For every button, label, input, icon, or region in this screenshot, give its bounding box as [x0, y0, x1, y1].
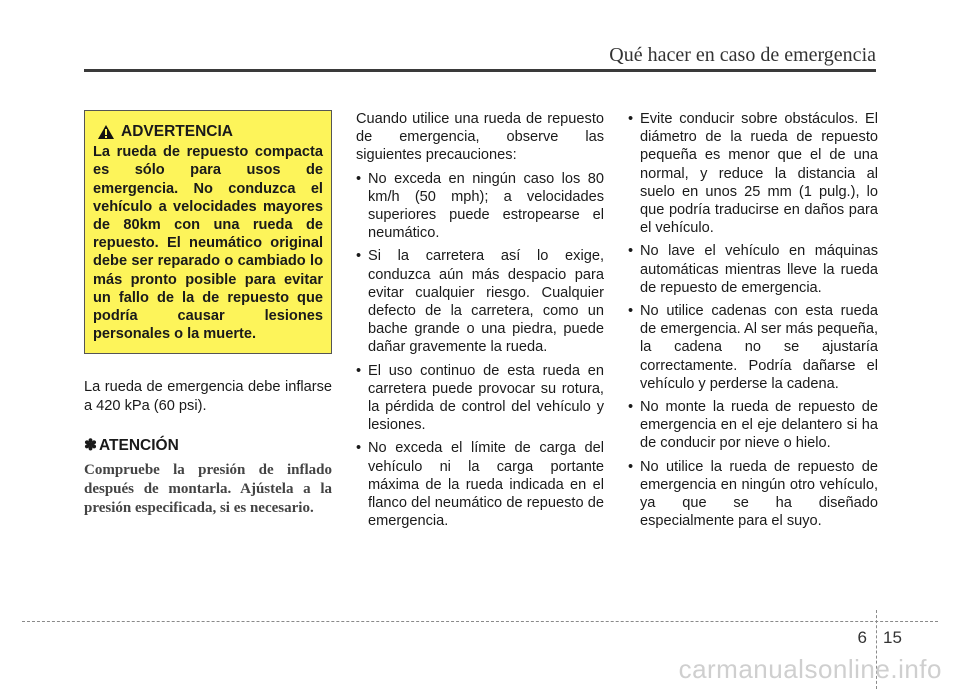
- list-item: • Evite conducir sobre obstáculos. El diámetro de la rueda de repuesto pequeña es menor que el de una normal, y reduce la distancia al suelo en unos 25 mm (1 pulg.), lo que podría traducirse en daños para el vehículo.: [628, 110, 878, 237]
- warning-box: [84, 110, 332, 354]
- warning-text: La rueda de repuesto compacta es sólo para usos de emergencia. No conduzca el vehículo a velocidades mayores de 80km con una rueda de repuesto. El neumático original debe ser reparado o cambiado lo más pronto posible para evitar un fallo de la de repuesto que podría causar lesiones personales o la muerte.: [93, 144, 323, 343]
- list-item: • No monte la rueda de repuesto de emergencia en el eje delantero si ha de conducir por nieve o hielo.: [628, 398, 878, 453]
- attention-mark-icon: ✽: [84, 436, 97, 454]
- list-item: • No lave el vehículo en máquinas automáticas mientras lleve la rueda de repuesto de emergencia.: [628, 242, 878, 297]
- list-item: • No utilice cadenas con esta rueda de emergencia. Al ser más pequeña, la cadena no se ajustaría correctamente. Podría dañarse el vehículo y perderse la cadena.: [628, 302, 878, 393]
- header-rule: [84, 69, 876, 72]
- column-2: [356, 110, 604, 535]
- list-item: • No exceda en ningún caso los 80 km/h (50 mph); a velocidades superiores puede estropearse el neumático.: [356, 170, 604, 243]
- warning-header: [93, 123, 323, 141]
- column-3: [628, 110, 878, 535]
- list-item: • No utilice la rueda de repuesto de emergencia en ningún otro vehículo, ya que se ha diseñado especialmente para el suyo.: [628, 458, 878, 531]
- attention-text: Compruebe la presión de inflado después de montarla. Ajústela a la presión especificada, si es necesario.: [84, 462, 332, 517]
- attention-heading: [84, 437, 332, 455]
- inflation-paragraph: La rueda de emergencia debe inflarse a 420 kPa (60 psi).: [84, 379, 332, 414]
- warning-triangle-icon: [97, 124, 115, 140]
- list-item: • No exceda el límite de carga del vehículo ni la carga portante máxima de la rueda indicada en el flanco del neumático de repuesto de emergencia.: [356, 439, 604, 530]
- list-item: • El uso continuo de esta rueda en carretera puede provocar su rotura, la pérdida de control del vehículo y lesiones.: [356, 362, 604, 435]
- watermark: carmanualsonline.info: [678, 654, 942, 684]
- attention-title: ATENCIÓN: [99, 436, 179, 454]
- warning-title: ADVERTENCIA: [121, 123, 233, 140]
- precautions-intro: Cuando utilice una rueda de repuesto de emergencia, observe las siguientes precauciones:: [356, 111, 604, 164]
- footer-divider: [22, 621, 938, 622]
- list-item: • Si la carretera así lo exige, conduzca aún más despacio para evitar cualquier riesgo. Cualquier defecto de la carretera, como un bache grande o una piedra, puede dañar gravemente la rueda.: [356, 247, 604, 356]
- chapter-number: 6: [857, 628, 867, 647]
- section-title: Qué hacer en caso de emergencia: [609, 44, 876, 66]
- column-1: [84, 110, 332, 518]
- page-number: 15: [883, 628, 902, 647]
